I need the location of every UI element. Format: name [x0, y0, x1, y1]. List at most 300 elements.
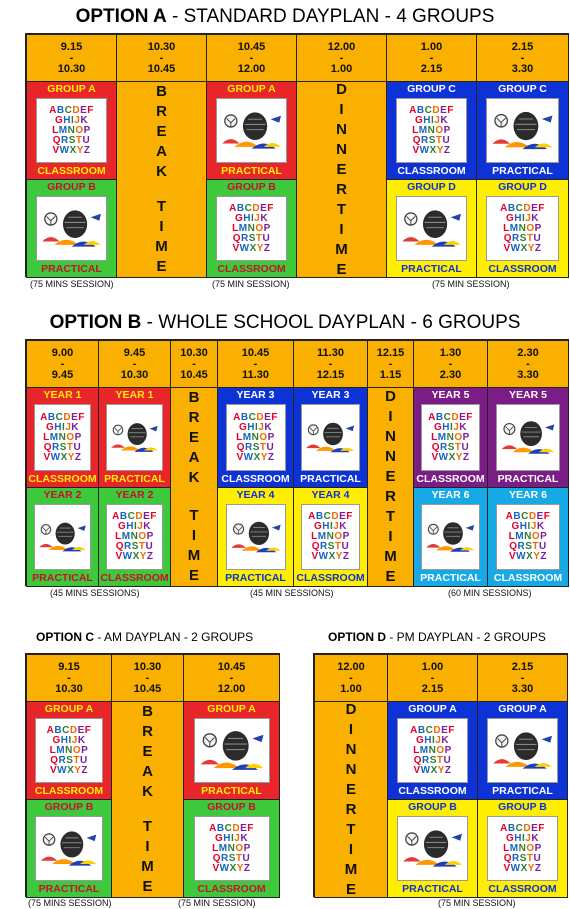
session-group-label: YEAR 6	[509, 489, 547, 501]
option-b-footnote-2: (45 MIN SESSIONS)	[250, 588, 334, 598]
time-separator: -	[526, 357, 530, 370]
session-image	[226, 404, 286, 471]
vertical-letter: E	[385, 468, 396, 485]
session-activity-label: PRACTICAL	[32, 572, 93, 584]
alphabet-row: GHIJK	[117, 521, 152, 532]
vertical-letter: E	[142, 743, 153, 760]
alphabet-row: LMNOP	[236, 431, 275, 443]
session-cell-practical	[487, 387, 569, 488]
time-separator: -	[249, 51, 254, 64]
session-image	[194, 816, 270, 881]
alphabet-row: ABCDEF	[46, 724, 92, 736]
time-slot-header	[26, 340, 99, 388]
time-start: 10.30	[180, 346, 208, 359]
session-group-label: GROUP B	[227, 181, 276, 193]
time-slot-header	[296, 34, 387, 82]
vertical-letter: A	[156, 143, 167, 160]
alphabet-row: GHIJK	[433, 421, 468, 433]
session-activity-label: PRACTICAL	[201, 785, 262, 797]
session-image	[301, 404, 359, 471]
session-activity-label: CLASSROOM	[416, 473, 485, 485]
alphabet-row: QRSTU	[115, 541, 154, 552]
option-c-footnote-1: (75 MINS SESSION)	[28, 898, 112, 908]
alphabet-row: QRSTU	[50, 754, 88, 766]
alphabet-row: GHIJK	[505, 212, 540, 224]
alphabet-row: QRSTU	[412, 134, 451, 146]
session-cell-classroom	[26, 81, 117, 180]
time-start: 10.45	[217, 660, 246, 673]
session-activity-label: PRACTICAL	[492, 785, 553, 797]
vertical-letter: I	[339, 220, 344, 238]
time-start: 10.45	[237, 40, 266, 53]
vertical-letter: E	[345, 780, 356, 798]
session-activity-label: PRACTICAL	[41, 263, 102, 275]
alphabet-row: ABCDEF	[505, 511, 551, 522]
vertical-letter: K	[156, 163, 167, 180]
time-end: 10.30	[55, 682, 83, 695]
time-slot-header	[314, 654, 388, 702]
time-separator: -	[229, 671, 234, 684]
time-start: 9.00	[51, 346, 74, 359]
alphabet-row: LMNOP	[412, 124, 451, 136]
session-cell-classroom	[183, 799, 280, 898]
break-time-column	[170, 387, 218, 587]
alphabet-row: GHIJK	[214, 832, 249, 844]
vertical-letter: D	[385, 388, 396, 405]
time-separator: -	[145, 671, 150, 684]
vertical-letter: M	[187, 547, 201, 564]
session-image	[36, 196, 107, 261]
vertical-letter: M	[344, 860, 358, 878]
time-end: 9.45	[51, 368, 74, 381]
option-d-timetable	[313, 653, 568, 897]
vertical-letter: N	[345, 760, 357, 778]
session-activity-label: PRACTICAL	[38, 883, 100, 895]
session-activity-label: CLASSROOM	[488, 883, 557, 895]
session-group-label: GROUP B	[498, 801, 547, 813]
vertical-letter: R	[188, 409, 200, 426]
time-slot-header	[293, 340, 368, 388]
session-group-label: YEAR 2	[43, 489, 82, 501]
alphabet-chart-icon	[229, 204, 274, 254]
sports-kit-icon	[488, 719, 557, 782]
session-cell-practical	[293, 387, 368, 488]
session-group-label: GROUP B	[408, 801, 457, 813]
vertical-letter: T	[189, 507, 199, 524]
time-end: 10.45	[180, 368, 208, 381]
alphabet-row: ABCDEF	[428, 411, 473, 423]
time-end: 3.30	[511, 62, 534, 75]
vertical-letter: E	[188, 429, 199, 446]
vertical-letter: E	[142, 878, 153, 895]
vertical-letter: N	[336, 120, 347, 138]
time-start: 9.15	[60, 40, 83, 53]
alphabet-row: LMNOP	[43, 431, 82, 443]
vertical-letter: T	[385, 508, 396, 525]
session-image	[486, 196, 559, 261]
alphabet-row: ABCDEF	[500, 202, 545, 214]
session-cell-practical	[26, 179, 117, 278]
time-start: 9.45	[123, 346, 146, 359]
alphabet-row: VWXYZ	[43, 451, 82, 463]
session-activity-label: PRACTICAL	[104, 473, 165, 485]
alphabet-chart-icon	[112, 512, 157, 562]
vertical-letter: I	[145, 838, 150, 855]
session-image	[36, 98, 107, 163]
vertical-letter: T	[142, 818, 153, 835]
session-group-label: GROUP A	[207, 703, 256, 715]
time-end: 2.30	[439, 368, 462, 381]
vertical-letter: I	[348, 840, 354, 858]
alphabet-row: VWXYZ	[232, 242, 271, 254]
time-separator: -	[388, 357, 393, 370]
session-group-label: GROUP B	[44, 801, 94, 813]
time-end: 10.45	[147, 62, 176, 75]
session-activity-label: CLASSROOM	[34, 785, 104, 797]
option-a-timetable	[25, 33, 569, 277]
option-a-title: OPTION A - STANDARD DAYPLAN - 4 GROUPS	[75, 6, 495, 27]
time-separator: -	[430, 671, 435, 684]
vertical-letter: B	[188, 389, 200, 406]
time-slot-header	[26, 654, 112, 702]
option-d-title: OPTION D - PM DAYPLAN - 2 GROUPS	[328, 630, 546, 644]
time-start: 10.30	[133, 660, 162, 673]
session-image	[396, 98, 467, 163]
vertical-letter: E	[345, 880, 356, 898]
alphabet-chart-icon	[506, 512, 551, 562]
time-separator: -	[69, 51, 74, 64]
alphabet-chart-icon	[209, 824, 254, 874]
session-image	[496, 504, 560, 570]
sports-kit-icon	[35, 505, 90, 569]
session-group-label: YEAR 1	[115, 389, 154, 401]
session-activity-label: CLASSROOM	[100, 572, 169, 584]
session-cell-practical	[206, 81, 297, 180]
time-slot-header	[387, 654, 478, 702]
vertical-letter: B	[142, 703, 153, 720]
session-image	[35, 816, 102, 881]
time-start: 9.15	[58, 660, 80, 673]
session-image	[216, 98, 287, 163]
dinner-time-column	[314, 701, 388, 898]
session-activity-label: PRACTICAL	[402, 883, 463, 895]
session-group-label: YEAR 6	[431, 489, 470, 501]
time-separator: -	[448, 357, 453, 370]
break-time-column	[111, 701, 184, 898]
alphabet-row: GHIJK	[52, 734, 86, 746]
vertical-letter: I	[159, 218, 164, 235]
session-activity-label: PRACTICAL	[300, 473, 361, 485]
vertical-letter: I	[348, 720, 354, 738]
session-image	[421, 504, 479, 570]
alphabet-row: GHIJK	[415, 734, 450, 746]
alphabet-row: GHIJK	[511, 521, 545, 532]
alphabet-row: GHIJK	[313, 521, 348, 532]
vertical-letter: A	[188, 449, 200, 466]
vertical-letter: R	[336, 180, 347, 198]
time-end: 10.30	[57, 62, 86, 75]
alphabet-chart-icon	[428, 413, 473, 463]
alphabet-row: VWXYZ	[212, 862, 251, 874]
time-slot-header	[477, 654, 568, 702]
time-end: 3.30	[511, 682, 534, 695]
session-cell-practical	[26, 487, 99, 587]
option-a-footnote-1: (75 MINS SESSION)	[30, 279, 114, 289]
vertical-letter: R	[345, 800, 357, 818]
sports-kit-icon	[107, 405, 162, 470]
time-end: 11.30	[242, 368, 269, 381]
alphabet-row: QRSTU	[431, 441, 470, 453]
vertical-letter: E	[156, 258, 167, 275]
alphabet-row: VWXYZ	[508, 551, 548, 562]
session-cell-practical	[386, 179, 477, 278]
vertical-letter: D	[345, 701, 357, 718]
session-cell-classroom	[206, 179, 297, 278]
vertical-letter: T	[156, 198, 167, 215]
session-cell-classroom	[26, 387, 99, 488]
time-start: 12.00	[327, 40, 356, 53]
alphabet-row: VWXYZ	[413, 764, 452, 776]
session-group-label: GROUP A	[227, 83, 276, 95]
dinner-time-column	[296, 81, 387, 278]
alphabet-chart-icon	[500, 204, 545, 254]
time-end: 2.15	[421, 682, 444, 695]
session-activity-label: CLASSROOM	[221, 473, 290, 485]
option-b-footnote-3: (60 MIN SESSIONS)	[448, 588, 532, 598]
session-group-label: YEAR 2	[115, 489, 154, 501]
vertical-letter: R	[385, 488, 396, 505]
time-start: 2.15	[511, 40, 534, 53]
alphabet-row: VWXYZ	[236, 451, 275, 463]
time-separator: -	[192, 357, 196, 370]
option-c-footnote-2: (75 MIN SESSION)	[178, 898, 256, 908]
sports-kit-icon	[398, 817, 467, 880]
vertical-letter: B	[156, 83, 167, 100]
session-image	[34, 504, 91, 570]
session-group-label: GROUP D	[407, 181, 456, 193]
session-activity-label: CLASSROOM	[217, 263, 286, 275]
sports-kit-icon	[217, 99, 286, 162]
time-slot-header	[386, 34, 477, 82]
time-start: 10.30	[147, 40, 176, 53]
alphabet-row: QRSTU	[413, 754, 452, 766]
alphabet-row: ABCDEF	[308, 511, 353, 522]
sports-kit-icon	[227, 505, 285, 569]
sports-kit-icon	[37, 197, 106, 260]
alphabet-chart-icon	[500, 824, 545, 874]
time-slot-header	[217, 340, 294, 388]
time-slot-header	[26, 34, 117, 82]
time-start: 11.30	[317, 346, 344, 359]
session-activity-label: PRACTICAL	[420, 572, 481, 584]
session-cell-practical	[217, 487, 294, 587]
alphabet-row: QRSTU	[52, 134, 91, 146]
alphabet-row: VWXYZ	[49, 764, 89, 776]
time-separator: -	[328, 357, 333, 370]
vertical-letter: M	[141, 858, 154, 875]
time-slot-header	[111, 654, 184, 702]
session-activity-label: CLASSROOM	[397, 165, 466, 177]
alphabet-row: LMNOP	[503, 842, 542, 854]
session-image	[396, 196, 467, 261]
alphabet-row: QRSTU	[232, 232, 271, 244]
alphabet-row: VWXYZ	[115, 551, 154, 562]
session-activity-label: CLASSROOM	[493, 572, 563, 584]
time-start: 1.00	[420, 40, 443, 53]
session-group-label: YEAR 5	[431, 389, 470, 401]
time-start: 1.30	[439, 346, 462, 359]
alphabet-row: VWXYZ	[431, 451, 470, 463]
vertical-letter: I	[339, 100, 344, 118]
sports-kit-icon	[422, 505, 478, 569]
session-group-label: GROUP B	[207, 801, 256, 813]
alphabet-row: GHIJK	[45, 421, 80, 433]
session-cell-practical	[476, 81, 569, 180]
vertical-letter: K	[142, 783, 153, 800]
session-cell-practical	[98, 387, 171, 488]
vertical-letter: N	[336, 140, 347, 158]
session-cell-classroom	[477, 799, 568, 898]
alphabet-row: LMNOP	[115, 531, 154, 542]
session-group-label: GROUP D	[498, 181, 547, 193]
option-b-title: OPTION B - WHOLE SCHOOL DAYPLAN - 6 GROUPS	[49, 312, 521, 333]
session-image	[486, 98, 559, 163]
session-image	[421, 404, 479, 471]
alphabet-row: LMNOP	[212, 842, 251, 854]
alphabet-row: QRSTU	[43, 441, 82, 453]
session-cell-classroom	[98, 487, 171, 587]
sports-kit-icon	[497, 405, 559, 470]
session-group-label: GROUP C	[498, 83, 547, 95]
session-image	[496, 404, 560, 471]
time-end: 3.30	[517, 368, 539, 381]
session-group-label: GROUP A	[44, 703, 94, 715]
alphabet-row: LMNOP	[508, 531, 548, 542]
alphabet-row: LMNOP	[503, 222, 542, 234]
alphabet-chart-icon	[409, 106, 454, 156]
session-group-label: YEAR 3	[236, 389, 275, 401]
time-start: 2.15	[511, 660, 534, 673]
time-start: 10.45	[241, 346, 270, 359]
time-separator: -	[520, 51, 525, 64]
time-start: 1.00	[421, 660, 444, 673]
alphabet-row: VWXYZ	[311, 551, 350, 562]
session-activity-label: PRACTICAL	[221, 165, 282, 177]
session-cell-classroom	[293, 487, 368, 587]
vertical-letter: I	[388, 528, 393, 545]
session-group-label: YEAR 4	[236, 489, 275, 501]
alphabet-row: LMNOP	[49, 744, 89, 756]
time-separator: -	[339, 51, 344, 64]
alphabet-row: VWXYZ	[52, 144, 91, 156]
option-c-timetable	[25, 653, 280, 897]
time-start: 2.30	[517, 346, 539, 359]
alphabet-row: ABCDEF	[500, 822, 545, 834]
alphabet-row: ABCDEF	[112, 511, 157, 522]
alphabet-row: GHIJK	[234, 212, 269, 224]
sports-kit-icon	[397, 197, 466, 260]
time-separator: -	[520, 671, 525, 684]
session-image	[34, 404, 91, 471]
time-slot-header	[206, 34, 297, 82]
vertical-letter: A	[142, 763, 153, 780]
time-slot-header	[183, 654, 280, 702]
session-activity-label: PRACTICAL	[401, 263, 462, 275]
session-group-label: GROUP B	[47, 181, 96, 193]
session-cell-practical	[413, 487, 488, 587]
session-group-label: GROUP A	[498, 703, 547, 715]
vertical-letter: E	[385, 568, 396, 585]
session-cell-classroom	[413, 387, 488, 488]
alphabet-chart-icon	[49, 106, 94, 156]
vertical-letter: E	[336, 160, 347, 178]
alphabet-row: VWXYZ	[503, 242, 542, 254]
session-group-label: GROUP A	[408, 703, 457, 715]
time-end: 2.15	[420, 62, 443, 75]
option-c-title: OPTION C - AM DAYPLAN - 2 GROUPS	[36, 630, 254, 644]
session-cell-classroom	[487, 487, 569, 587]
time-separator: -	[429, 51, 434, 64]
vertical-letter: I	[191, 527, 197, 544]
vertical-letter: R	[142, 723, 153, 740]
sports-kit-icon	[195, 719, 269, 782]
time-end: 1.00	[330, 62, 353, 75]
alphabet-row: ABCDEF	[229, 202, 274, 214]
alphabet-row: QRSTU	[212, 852, 251, 864]
vertical-letter: N	[345, 740, 357, 758]
alphabet-row: GHIJK	[414, 114, 449, 126]
option-b-footnote-1: (45 MINS SESSIONS)	[50, 588, 140, 598]
session-group-label: GROUP C	[407, 83, 456, 95]
vertical-letter: D	[336, 81, 347, 98]
sports-kit-icon	[36, 817, 101, 880]
alphabet-row: VWXYZ	[412, 144, 451, 156]
session-activity-label: CLASSROOM	[488, 263, 557, 275]
session-cell-practical	[26, 799, 112, 898]
option-a-footnote-3: (75 MIN SESSION)	[432, 279, 510, 289]
sports-kit-icon	[302, 405, 358, 470]
session-activity-label: PRACTICAL	[225, 572, 286, 584]
session-group-label: YEAR 3	[311, 389, 350, 401]
break-time-column	[116, 81, 207, 278]
alphabet-row: QRSTU	[509, 541, 547, 552]
session-cell-practical	[477, 701, 568, 800]
alphabet-row: LMNOP	[413, 744, 452, 756]
vertical-letter: R	[156, 103, 167, 120]
time-end: 1.00	[340, 682, 362, 695]
time-separator: -	[253, 357, 258, 370]
time-end: 10.30	[120, 368, 149, 381]
option-d-footnote-1: (75 MIN SESSION)	[438, 898, 516, 908]
alphabet-row: QRSTU	[503, 852, 542, 864]
session-group-label: YEAR 1	[43, 389, 82, 401]
vertical-letter: T	[336, 200, 347, 218]
session-image	[301, 504, 359, 570]
vertical-letter: E	[188, 567, 199, 584]
alphabet-row: ABCDEF	[233, 411, 278, 423]
sports-kit-icon	[487, 99, 558, 162]
session-image	[216, 196, 287, 261]
vertical-letter: K	[188, 469, 200, 486]
session-image	[487, 718, 558, 783]
vertical-letter: M	[384, 548, 397, 565]
alphabet-row: GHIJK	[54, 114, 89, 126]
option-a-footnote-2: (75 MIN SESSION)	[212, 279, 290, 289]
alphabet-row: ABCDEF	[49, 104, 94, 116]
alphabet-row: LMNOP	[311, 531, 350, 542]
time-separator: -	[132, 357, 137, 370]
vertical-letter: T	[346, 820, 356, 838]
